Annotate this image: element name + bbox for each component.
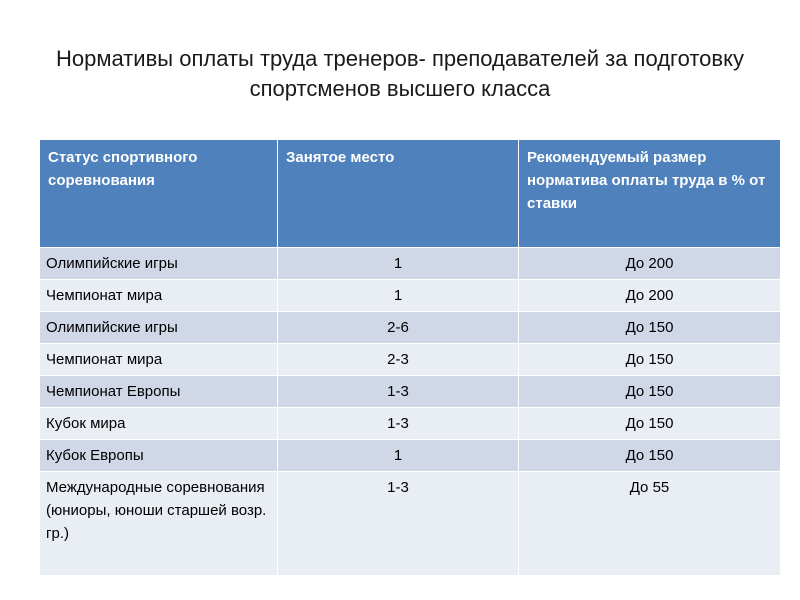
cell-place: 2-6	[278, 312, 519, 344]
cell-place: 1-3	[278, 408, 519, 440]
cell-place: 2-3	[278, 344, 519, 376]
column-header-place: Занятое место	[278, 140, 519, 248]
column-header-rate: Рекомендуемый размер норматива оплаты труда в % от ставки	[519, 140, 781, 248]
table-row	[40, 472, 781, 576]
cell-rate: До 200	[519, 248, 781, 280]
table-row	[40, 312, 781, 344]
table-row	[40, 344, 781, 376]
cell-rate: До 150	[519, 408, 781, 440]
cell-rate: До 150	[519, 312, 781, 344]
table-row	[40, 248, 781, 280]
cell-status: Олимпийские игры	[40, 248, 278, 280]
cell-place: 1	[278, 280, 519, 312]
cell-rate: До 150	[519, 376, 781, 408]
cell-place: 1	[278, 248, 519, 280]
table-row	[40, 408, 781, 440]
cell-status: Олимпийские игры	[40, 312, 278, 344]
table-row	[40, 440, 781, 472]
cell-status: Чемпионат мира	[40, 280, 278, 312]
cell-status: Чемпионат мира	[40, 344, 278, 376]
cell-status: Международные соревнования (юниоры, юноши старшей возр. гр.)	[40, 472, 278, 576]
table-row	[40, 280, 781, 312]
table-header-row	[40, 140, 781, 248]
cell-status: Чемпионат Европы	[40, 376, 278, 408]
cell-place: 1	[278, 440, 519, 472]
cell-rate: До 200	[519, 280, 781, 312]
cell-rate: До 55	[519, 472, 781, 576]
cell-rate: До 150	[519, 440, 781, 472]
table-row	[40, 376, 781, 408]
cell-place: 1-3	[278, 472, 519, 576]
page-title: Нормативы оплаты труда тренеров- преподавателей за подготовку спортсменов высшего класса	[56, 46, 744, 101]
cell-status: Кубок Европы	[40, 440, 278, 472]
column-header-status: Статус спортивного соревнования	[40, 140, 278, 248]
cell-status: Кубок мира	[40, 408, 278, 440]
payment-norms-table	[39, 139, 781, 576]
cell-place: 1-3	[278, 376, 519, 408]
cell-rate: До 150	[519, 344, 781, 376]
